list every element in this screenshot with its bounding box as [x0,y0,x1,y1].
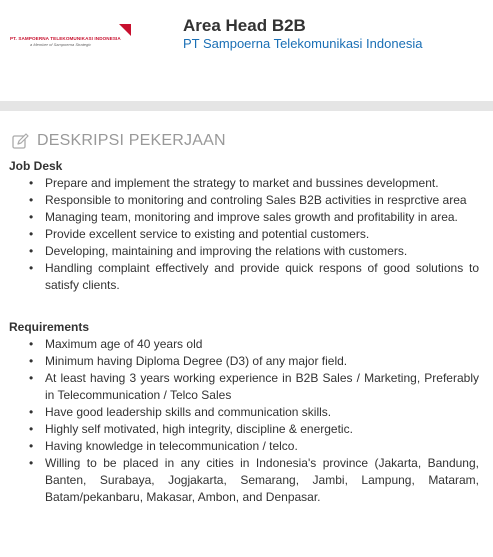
list-item: • Have good leadership skills and communication skills. [45,404,479,421]
requirements-title: Requirements [9,320,90,334]
list-item: • Responsible to monitoring and controling Sales B2B activities in resprctive area [45,192,479,209]
job-desk-title: Job Desk [9,159,63,173]
edit-icon [12,133,29,150]
requirements-list [9,336,479,506]
company-link[interactable]: PT Sampoerna Telekomunikasi Indonesia [183,36,423,51]
section-title: DESKRIPSI PEKERJAAN [37,132,226,149]
job-description [9,158,479,506]
logo-text: PT. SAMPOERNA TELEKOMUNIKASI INDONESIA [10,36,121,41]
spacer [9,294,479,319]
logo-subtext: a Member of Sampoerna Strategic [30,42,92,47]
list-item: • At least having 3 years working experience in B2B Sales / Marketing, Preferably in Telecommunication / Telco Sales [45,370,479,404]
list-item: • Minimum having Diploma Degree (D3) of any major field. [45,353,479,370]
logo-mark-icon [119,24,131,36]
list-item: • Provide excellent service to existing and potential customers. [45,226,479,243]
section-divider [0,101,493,111]
section-header [12,130,226,152]
job-title: Area Head B2B [183,16,306,35]
list-item: • Highly self motivated, high integrity, discipline & energetic. [45,421,479,438]
list-item: • Prepare and implement the strategy to market and bussines development. [45,175,479,192]
list-item: • Having knowledge in telecommunication / telco. [45,438,479,455]
list-item: • Maximum age of 40 years old [45,336,479,353]
job-desk-list [9,175,479,294]
list-item: • Developing, maintaining and improving the relations with customers. [45,243,479,260]
job-header [0,0,493,100]
list-item: • Willing to be placed in any cities in Indonesia's province (Jakarta, Bandung, Banten, Surabaya, Jogjakarta, Semarang, Jambi, Lampung, Mataram, Batam/pekanbaru, Makasar, Ambon, and Denpasar. [45,455,479,506]
list-item: • Handling complaint effectively and provide quick respons of good solutions to satisfy clients. [45,260,479,294]
company-logo[interactable] [6,24,130,54]
list-item: • Managing team, monitoring and improve sales growth and profitability in area. [45,209,479,226]
